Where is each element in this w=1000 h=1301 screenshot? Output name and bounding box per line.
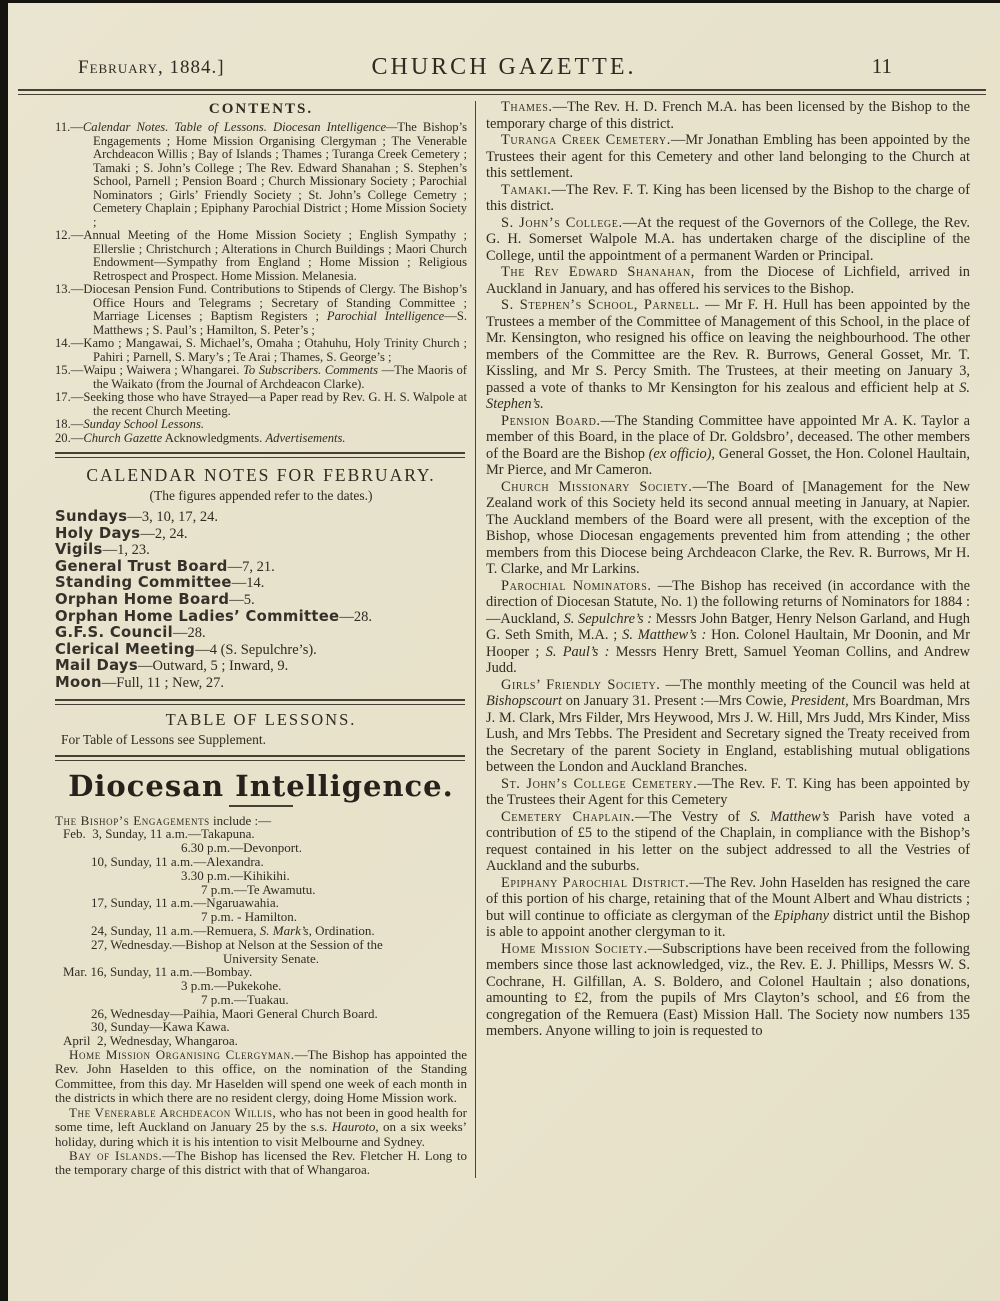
body-text: —The Board of [Management for the New Zealand work of this Society held its second annual meeting in January, at Napier. The Auckland members of the Board were all present, with the exception of the Bishop, whose Diocesan engagements prevented him from attending ; the other members from this Diocese being Archdeacon Clarke, the Rev. R. Burrows, Mr H. T. Clarke, and Mr Larkins. bbox=[486, 478, 971, 577]
body-text: 7 p.m.—Te Awamutu. bbox=[201, 881, 316, 897]
calendar-entry-label: Moon bbox=[55, 673, 102, 691]
body-text: Hon. Colonel Haultain, Mr Doonin, and Mr Hooper ; bbox=[486, 627, 970, 660]
contents-item bbox=[55, 337, 467, 364]
body-text: —The Bishop has received (in accordance with the direction of Diocesan Statute, No. 1) the following returns of Nominators for 1884 :—Auckland, bbox=[486, 577, 971, 627]
masthead bbox=[56, 31, 952, 83]
body-text: —Subscriptions have been received from the following members since those last acknowledged, viz., the Rev. E. J. Phillips, Messrs W. S. Cochrane, H. Gilfillan, A. S. Boldero, and Colonel Haultain ; also donations, amounting to £2, from the pupils of Mrs Clayton’s school, and £6 from the congregation of the Remuera (East) Mission Hall. The Society now numbers 135 members. Anyone willing to join is requested to bbox=[486, 940, 970, 1039]
calendar-entry-dates: —5. bbox=[229, 591, 255, 608]
article-paragraph bbox=[55, 1149, 467, 1178]
calendar-title: CALENDAR NOTES FOR FEBRUARY. bbox=[86, 465, 436, 485]
body-text: —The Maoris of the Waikato (from the Journal of Archdeacon Clarke). bbox=[93, 363, 468, 391]
contents-item-number: 20.— bbox=[55, 430, 84, 445]
italic-text: Hauroto bbox=[331, 1119, 376, 1135]
body-text: 30, Sunday—Kawa Kawa. bbox=[91, 1019, 230, 1035]
calendar-entry-label: General Trust Board bbox=[55, 557, 228, 575]
article-paragraph bbox=[486, 776, 970, 809]
calendar-entry bbox=[55, 592, 467, 609]
contents-item-number: 11.— bbox=[55, 120, 83, 134]
schedule-line bbox=[55, 1007, 467, 1021]
calendar-entry-dates: —28. bbox=[172, 625, 206, 642]
schedule-line bbox=[55, 965, 467, 979]
body-text: —The monthly meeting of the Council was held at bbox=[660, 676, 970, 693]
body-text: district until the Bishop is able to appoint another clergyman to it. bbox=[486, 907, 970, 940]
body-text: 10, Sunday, 11 a.m.—Alexandra. bbox=[91, 853, 264, 869]
body-text: —Mr Jonathan Embling has been appointed by the Trustees their agent for this Cemetery and other land belonging to the Church at this settlement. bbox=[486, 132, 970, 181]
article-paragraph bbox=[486, 809, 970, 875]
body-text: General Gosset, the Hon. Colonel Haultain, Mr Pierce, and Mr Cameron. bbox=[486, 445, 970, 478]
article-lead-in: Home Mission Society. bbox=[501, 940, 648, 957]
italic-text: Epiphany bbox=[773, 907, 829, 924]
calendar-entry-label: Mail Days bbox=[55, 657, 138, 675]
italic-text: Bishopscourt bbox=[486, 693, 562, 709]
article-paragraph bbox=[486, 875, 970, 941]
article-lead-in: The Rev Edward Shanahan, bbox=[501, 264, 695, 280]
heading-rule bbox=[229, 805, 293, 807]
calendar-entry-label: G.F.S. Council bbox=[55, 624, 173, 642]
article-paragraph bbox=[486, 941, 970, 1040]
article-paragraph bbox=[486, 215, 970, 265]
calendar-entry-label: Standing Committee bbox=[55, 574, 232, 592]
lessons-title: TABLE OF LESSONS. bbox=[165, 709, 357, 729]
body-text: who has not been in good health for some time, left Auckland on January 25 by the s.s. bbox=[55, 1104, 467, 1135]
contents-item-number: 12.— bbox=[55, 228, 84, 242]
contents-item bbox=[55, 283, 467, 337]
body-text: Diocesan Pension Fund. Contributions to Stipends of Clergy. The Bishop’s Office Hours and Telegrams ; Secretary of Standing Committee ; Marriage Licenses ; Baptism Registers ; bbox=[83, 282, 467, 323]
bishops-engagements bbox=[55, 814, 467, 1049]
article-paragraph bbox=[486, 413, 970, 479]
italic-text: Advertisements. bbox=[265, 430, 346, 445]
contents-item bbox=[55, 229, 467, 283]
italic-text: President, bbox=[790, 693, 849, 709]
article-paragraph bbox=[55, 1106, 467, 1149]
body-text: —The Rev. F. T. King has been licensed by the Bishop to the charge of this district. bbox=[486, 181, 970, 214]
calendar-entry-dates: —14. bbox=[231, 575, 265, 592]
article-paragraph bbox=[55, 1048, 467, 1106]
header-rule bbox=[18, 89, 986, 95]
contents-item-number: 14.— bbox=[55, 336, 84, 350]
section-rule bbox=[55, 452, 465, 458]
contents-item bbox=[55, 364, 467, 391]
body-text: University Senate. bbox=[223, 950, 320, 966]
calendar-entry-label: Orphan Home Ladies’ Committee bbox=[55, 607, 340, 625]
italic-text: S. Matthew’s : bbox=[622, 627, 707, 643]
calendar-entry-label: Holy Days bbox=[55, 524, 141, 542]
article-lead-in: Parochial Nominators. bbox=[501, 577, 652, 594]
body-text: —The Rev. F. T. King has been appointed by the Trustees their Agent for this Cemetery bbox=[486, 775, 970, 808]
contents-item-number: 13.— bbox=[55, 282, 84, 296]
contents-title: CONTENTS. bbox=[208, 101, 314, 117]
body-text: —The Vestry of bbox=[634, 808, 750, 825]
calendar-entry-label: Orphan Home Board bbox=[55, 590, 230, 608]
calendar-section bbox=[55, 465, 467, 692]
contents-item bbox=[55, 391, 467, 418]
italic-text: S. Sepulchre’s : bbox=[563, 610, 653, 627]
body-text: —The Rev. H. D. French M.A. has been licensed by the Bishop to the temporary charge of this district. bbox=[486, 99, 970, 132]
article-lead-in: S. Stephen’s School, Parnell. bbox=[501, 297, 700, 313]
italic-text: Sunday School Lessons. bbox=[83, 417, 205, 431]
body-text: The Bishop’s Engagements ; Home Mission Organising Clergyman ; The Venerable Archdeacon Willis ; Bay of Islands ; Thames ; Turanga Creek Cemetery ; Tamaki ; S. John’s College ; The Rev. Edward Shanahan ; S. Stephen’s School, Parnell ; Pension Board ; Church Missionary Society ; Parochial Nominators ; Girls’ Friendly Society ; St. John’s College Cemetry ; Cemetery Chaplain ; Epiphany Parochial District ; Home Mission Society ; bbox=[93, 120, 467, 229]
body-text: —The Standing Committee have appointed Mr A. K. Taylor a member of this Board, in the place of Dr. Goldsbro’, deceased. The other members of the Board are the Bishop bbox=[486, 412, 970, 462]
contents-item-number: 15.— bbox=[55, 363, 84, 377]
body-text: 17, Sunday, 11 a.m.—Ngaruawahia. bbox=[91, 895, 279, 911]
calendar-entry-dates: —Outward, 5 ; Inward, 9. bbox=[137, 658, 289, 675]
schedule-line bbox=[55, 869, 467, 883]
body-text: Acknowledgments. bbox=[162, 430, 266, 445]
article-paragraph bbox=[486, 479, 970, 578]
article-paragraph bbox=[486, 297, 970, 413]
body-text: Mrs Boardman, Mrs J. M. Clark, Mrs Filder, Mrs Heywood, Mrs J. W. Hill, Mrs Judd, Mrs Kinder, Miss Lush, and Mrs Tebbs. The President and Secretary signed the Treaty received from the Secretary of the parent Society in England, establishing mutual obligations between the London and Auckland Branches. bbox=[486, 693, 970, 775]
calendar-subtitle: (The figures appended refer to the dates.) bbox=[149, 488, 373, 503]
body-text: Waipu ; Waiwera ; Whangarei. bbox=[83, 363, 243, 377]
body-text: 24, Sunday, 11 a.m.—Remuera, bbox=[91, 922, 260, 938]
schedule-line bbox=[55, 979, 467, 993]
body-text: —The Bishop has appointed the Rev. John Haselden to this office, on the nomination of the Standing Committee, from this day. Mr Haselden will spend one week of each month in the districts in which there are no resident clergy, doing Home Mission work. bbox=[55, 1047, 467, 1106]
body-text: Annual Meeting of the Home Mission Society ; English Sympathy ; Ellerslie ; Christchurch ; Alterations in Church Buildings ; Maori Church Endowment—Sympathy from England ; Home Mission ; Religious Retrospect and Prospect. Home Mission. Melanesia. bbox=[83, 228, 467, 283]
article-lead-in: Girls’ Friendly Society. bbox=[501, 676, 661, 693]
paper-sheet bbox=[8, 3, 1000, 1301]
calendar-entry-dates: —7, 21. bbox=[227, 558, 275, 575]
body-text: 6.30 p.m.—Devonport. bbox=[181, 840, 302, 856]
schedule-line bbox=[55, 841, 467, 855]
schedule-line bbox=[55, 814, 467, 828]
italic-text: S. Paul’s : bbox=[545, 643, 610, 660]
calendar-entry-dates: —28. bbox=[339, 608, 372, 625]
article-lead-in: Epiphany Parochial District. bbox=[501, 874, 690, 891]
body-text: April 2, Wednesday, Whangaroa. bbox=[63, 1033, 238, 1049]
body-text: Messrs Henry Brett, Samuel Yeoman Collins, and Andrew Judd. bbox=[486, 643, 970, 676]
calendar-list bbox=[55, 509, 467, 692]
article-lead-in: Pension Board. bbox=[501, 412, 601, 429]
italic-text: S. Stephen’s. bbox=[486, 379, 970, 412]
calendar-entry bbox=[55, 542, 467, 559]
italic-text: S. Matthew’s bbox=[749, 808, 830, 825]
page-number: 11 bbox=[871, 54, 892, 78]
calendar-entry-label: Sundays bbox=[55, 508, 128, 525]
article-lead-in: Tamaki. bbox=[501, 181, 552, 198]
issue-date: February, 1884.] bbox=[78, 57, 225, 78]
contents-item bbox=[55, 418, 467, 432]
italic-text: S. Mark’s bbox=[259, 922, 309, 938]
calendar-entry bbox=[55, 658, 467, 675]
schedule-line bbox=[55, 910, 467, 924]
calendar-entry bbox=[55, 625, 467, 642]
body-text: — Mr F. H. Hull has been appointed by the Trustees a member of the Committee of Management of this School, in the place of Mr. Kensington, who resigned his office on leaving the neighbourhood. The other members of the Committee are the Rev. R. Burrows, General Gosset, Mr. T. Kissling, and Mr S. Percy Smith. The Trustees, at their meeting on January 3, passed a vote of thanks to Mr Kensington for his zealous and efficient help at bbox=[486, 297, 970, 396]
article-lead-in: Church Missionary Society. bbox=[501, 478, 693, 495]
italic-text: Church Gazette bbox=[83, 430, 163, 445]
body-text: Parish have voted a contribution of £5 to the stipend of the Chaplain, in compliance with the Bishop’s request contained in his letter on the subject addressed to all the Vestries of Auckland and the suburbs. bbox=[486, 808, 970, 874]
body-text: 7 p.m.—Tuakau. bbox=[201, 991, 289, 1007]
article-lead-in: Bay of Islands. bbox=[69, 1147, 163, 1163]
section-rule bbox=[55, 699, 465, 705]
article-lead-in: Thames. bbox=[501, 99, 553, 115]
body-text: , on a six weeks’ holiday, during which it is his intention to visit Melbourne and Sydney. bbox=[55, 1119, 467, 1149]
calendar-entry-dates: —4 (S. Sepulchre’s). bbox=[195, 641, 317, 658]
body-text: 27, Wednesday.—Bishop at Nelson at the Session of the bbox=[91, 936, 383, 952]
body-text: Kamo ; Mangawai, S. Michael’s, Omaha ; Otahuhu, Holy Trinity Church ; Pahiri ; Parnell, S. Mary’s ; Te Arai ; Thames, S. George’s ; bbox=[83, 336, 467, 364]
article-paragraph bbox=[486, 578, 970, 677]
body-text: —S. Matthews ; S. Paul’s ; Hamilton, S. Peter’s ; bbox=[93, 309, 467, 337]
italic-text: To Subscribers. Comments bbox=[243, 363, 379, 377]
schedule-line bbox=[55, 924, 467, 938]
body-text: —The Bishop has licensed the Rev. Fletcher H. Long to the temporary charge of this district with that of Whangaroa. bbox=[55, 1147, 467, 1178]
section-rule bbox=[55, 755, 465, 761]
article-lead-in: S. John’s College. bbox=[501, 214, 623, 231]
contents-item-number: 18.— bbox=[55, 417, 84, 431]
columns bbox=[55, 99, 970, 1178]
schedule-line bbox=[55, 1034, 467, 1048]
body-text: on January 31. Present :—Mrs Cowie, bbox=[561, 693, 791, 709]
article-lead-in: Home Mission Organising Clergyman. bbox=[69, 1047, 295, 1063]
calendar-entry-label: Vigils bbox=[55, 541, 103, 559]
schedule-line bbox=[55, 827, 467, 841]
body-text: 7 p.m. - Hamilton. bbox=[201, 909, 298, 925]
article-lead-in: Cemetery Chaplain. bbox=[501, 808, 635, 825]
calendar-entry-dates: —3, 10, 17, 24. bbox=[127, 509, 219, 525]
calendar-entry bbox=[55, 609, 467, 626]
italic-text: Parochial Intelligence bbox=[326, 309, 445, 323]
calendar-entry bbox=[55, 642, 467, 659]
body-text: Messrs John Batger, Henry Nelson Garland, and Hugh G. Seth Smith, M.A. ; bbox=[486, 610, 970, 643]
article-lead-in: The Bishop’s Engagements bbox=[55, 812, 210, 828]
article-paragraph bbox=[486, 677, 970, 776]
body-text: —At the request of the Governors of the College, the Rev. G. H. Somerset Walpole M.A. has undertaken charge of the discipline of the College, until the appointment of a permanent Warden or Principal. bbox=[486, 214, 970, 264]
left-articles bbox=[55, 1048, 467, 1178]
body-text: , Ordination. bbox=[308, 922, 375, 938]
calendar-entry bbox=[55, 559, 467, 576]
article-paragraph bbox=[486, 99, 970, 132]
article-lead-in: Turanga Creek Cemetery. bbox=[501, 132, 671, 148]
diocesan-intelligence-title: Diocesan Intelligence. bbox=[68, 768, 454, 803]
article-paragraph bbox=[486, 182, 970, 215]
body-text: 3.30 p.m.—Kihikihi. bbox=[181, 867, 290, 883]
schedule-line bbox=[55, 938, 467, 952]
article-lead-in: St. John’s College Cemetery. bbox=[501, 775, 698, 792]
body-text: include :— bbox=[209, 812, 272, 828]
article-paragraph bbox=[486, 264, 970, 297]
schedule-line bbox=[55, 952, 467, 966]
calendar-entry-dates: —2, 24. bbox=[140, 525, 188, 542]
article-paragraph bbox=[486, 132, 970, 182]
calendar-entry-label: Clerical Meeting bbox=[55, 640, 196, 658]
body-text: Mar. 16, Sunday, 11 a.m.—Bombay. bbox=[63, 964, 253, 980]
schedule-line bbox=[55, 896, 467, 910]
body-text: 26, Wednesday—Paihia, Maori General Church Board. bbox=[91, 1005, 378, 1021]
right-articles bbox=[476, 99, 970, 1178]
calendar-entry-dates: —1, 23. bbox=[102, 542, 150, 559]
body-text: from the Diocese of Lichfield, arrived in Auckland in January, and has offered his services to the Bishop. bbox=[486, 264, 970, 297]
contents-item bbox=[55, 432, 467, 446]
schedule-line bbox=[55, 1020, 467, 1034]
body-text: 3 p.m.—Pukekohe. bbox=[181, 978, 282, 994]
article-lead-in: The Venerable Archdeacon Willis, bbox=[69, 1104, 277, 1120]
schedule-line bbox=[55, 855, 467, 869]
schedule-line bbox=[55, 993, 467, 1007]
calendar-entry bbox=[55, 526, 467, 543]
contents-item-number: 17.— bbox=[55, 390, 84, 404]
lessons-note: For Table of Lessons see Supplement. bbox=[61, 731, 267, 747]
schedule-line bbox=[55, 883, 467, 897]
italic-text: (ex officio), bbox=[648, 445, 716, 462]
italic-text: Calendar Notes. Table of Lessons. Diocesan Intelligence— bbox=[82, 120, 398, 134]
calendar-entry-dates: —Full, 11 ; New, 27. bbox=[101, 674, 224, 691]
page-title: CHURCH GAZETTE. bbox=[371, 54, 637, 80]
body-text: —The Rev. John Haselden has resigned the care of this portion of his charge, retaining that of the Mount Albert and Whau districts ; but will continue to officiate as clergyman of the bbox=[486, 874, 970, 924]
contents-list bbox=[55, 121, 467, 445]
calendar-entry bbox=[55, 575, 467, 592]
calendar-entry bbox=[55, 509, 467, 526]
body-text: Seeking those who have Strayed—a Paper read by Rev. G. H. S. Walpole at the recent Church Meeting. bbox=[83, 390, 467, 418]
left-column bbox=[55, 99, 475, 1178]
calendar-entry bbox=[55, 675, 467, 692]
body-text: Feb. 3, Sunday, 11 a.m.—Takapuna. bbox=[63, 826, 255, 842]
contents-item bbox=[55, 121, 467, 229]
